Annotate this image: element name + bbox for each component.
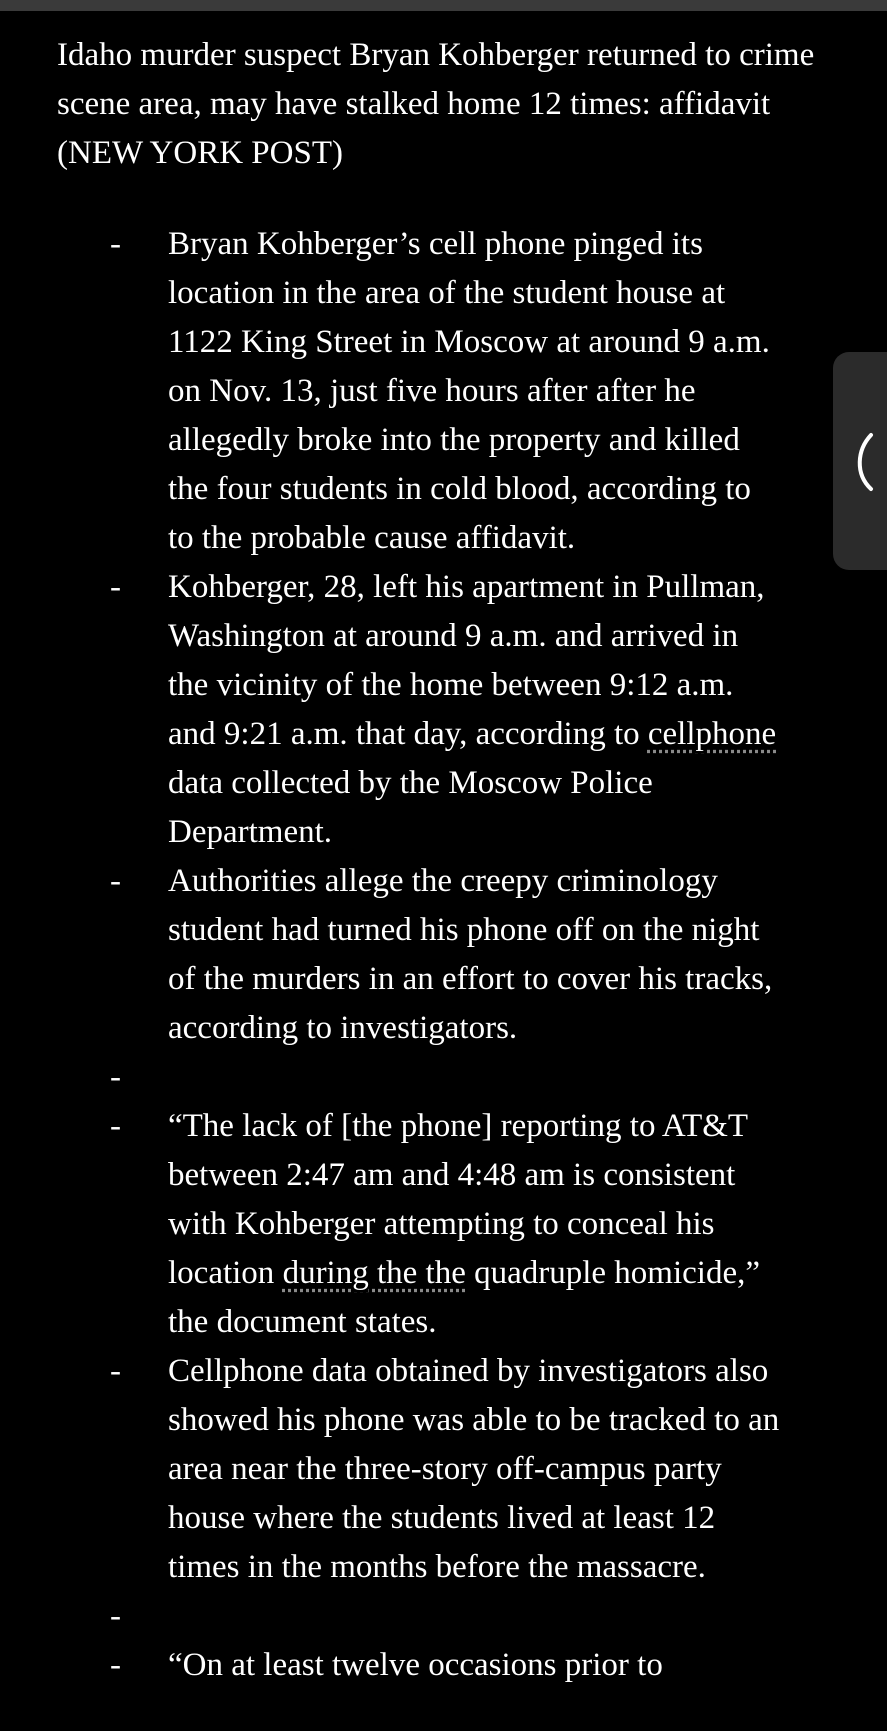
bullet-text: quadruple homicide,” the document states.: [168, 1255, 761, 1340]
bullet-item: [57, 1347, 783, 1592]
bullet-dash: -: [110, 1108, 121, 1144]
bullet-item-empty: [57, 1592, 783, 1641]
bullet-item: [57, 857, 783, 1053]
bullet-dash: -: [110, 863, 121, 899]
bullet-text: Authorities allege the creepy criminology student had turned his phone off on the night of the murders in an effort to cover his tracks, according to investigators.: [168, 863, 773, 1046]
bullet-text: Bryan Kohberger’s cell phone pinged its location in the area of the student house at 1122 King Street in Moscow at around 9 a.m. on Nov. 13, just five hours after after he allegedly broke into the property and killed the four students in cold blood, according to to the probable cause affidavit.: [168, 226, 770, 556]
article-title: Idaho murder suspect Bryan Kohberger returned to crime scene area, may have stalked home 12 times: affidavit (NEW YORK POST): [57, 37, 815, 171]
bullet-dash: -: [110, 1647, 121, 1683]
bullet-item-empty: [57, 1053, 783, 1102]
bullet-dash: -: [110, 1353, 121, 1389]
bullet-dash: -: [110, 226, 121, 262]
bullet-text: Kohberger, 28, left his apartment in Pullman, Washington at around 9 a.m. and arrived in the vicinity of the home between 9:12 a.m. and 9:21 a.m. that day, according to: [168, 569, 765, 752]
bullet-item: [57, 220, 783, 563]
bullet-item: [57, 563, 783, 857]
bullet-item: [57, 1102, 783, 1347]
bullet-dash: -: [110, 569, 121, 605]
bullet-text: data collected by the Moscow Police Department.: [168, 765, 653, 850]
chevron-left-icon: [849, 432, 875, 492]
bullet-text: “The lack of [the phone] reporting to AT&T between 2:47 am and 4:48 am is consistent with Kohberger attempting to conceal his location: [168, 1108, 748, 1291]
bullet-dash: -: [110, 1598, 121, 1634]
side-panel-handle[interactable]: [833, 352, 887, 570]
grammar-underlined-phrase[interactable]: during the the: [282, 1255, 466, 1291]
document-body: [57, 31, 837, 1690]
spellcheck-underlined-word[interactable]: cellphone: [647, 716, 777, 752]
bullet-text: “On at least twelve occasions prior to: [168, 1647, 663, 1683]
bullet-text: Cellphone data obtained by investigators also showed his phone was able to be tracked to an area near the three-story off-campus party house where the students lived at least 12 times in the months before the massacre.: [168, 1353, 780, 1585]
bullet-dash: -: [110, 1059, 121, 1095]
bullet-list: [57, 220, 837, 1690]
status-bar-strip: [0, 0, 887, 11]
bullet-item: [57, 1641, 783, 1690]
